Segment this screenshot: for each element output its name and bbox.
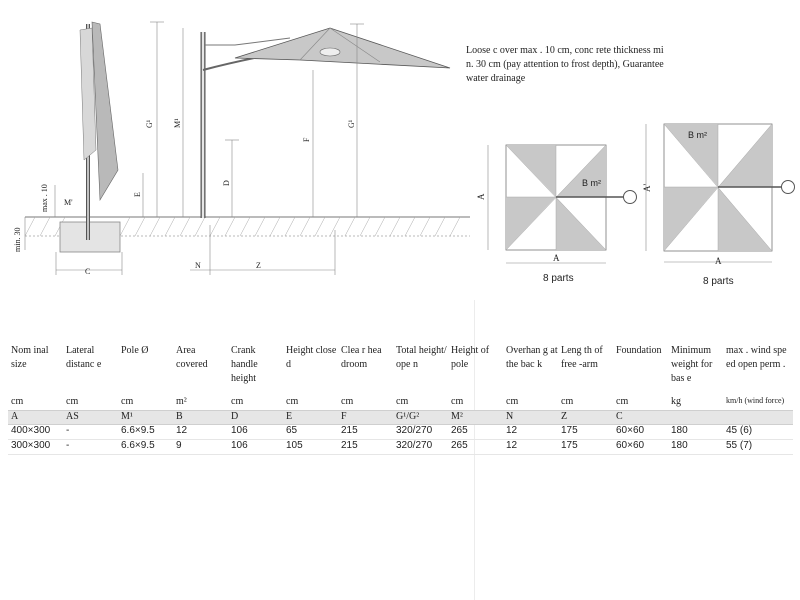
units-row [8, 396, 793, 411]
header-cell: Minimum weight for bas e [671, 345, 713, 384]
header-cell: Height of pole [451, 345, 490, 370]
key-cell: M² [448, 411, 503, 425]
table-row [8, 440, 793, 455]
unit-cell: cm [66, 396, 79, 407]
square1-side-label: A [476, 193, 486, 200]
unit-cell: cm [616, 396, 629, 407]
table-cell: 265 [448, 425, 503, 440]
unit-cell: cm [341, 396, 354, 407]
key-cell: Z [558, 411, 613, 425]
unit-cell: cm [231, 396, 244, 407]
table-cell: 180 [668, 425, 723, 440]
ground [25, 217, 470, 252]
unit-cell: km/h (wind force) [726, 396, 785, 405]
header-cell: Leng th of free -arm [561, 345, 603, 370]
table-cell: 106 [228, 425, 283, 440]
header-cell: Area covered [176, 345, 208, 370]
dim-m-prime-label: M' [64, 198, 73, 207]
key-cell: D [228, 411, 283, 425]
header-cell: Height close d [286, 345, 337, 370]
canopy-plan-square-2 [646, 124, 795, 262]
key-cell [723, 411, 793, 425]
dim-z-label: Z [256, 261, 261, 270]
header-cell: Crank handle height [231, 345, 258, 384]
square2-parts-label: 8 parts [703, 276, 734, 287]
unit-cell: kg [671, 396, 681, 407]
square2-side-label: A' [642, 183, 652, 192]
dim-e-label: E [133, 192, 142, 197]
table-cell: 55 (7) [723, 440, 793, 455]
table-cell: 400×300 [8, 425, 63, 440]
square1-parts-label: 8 parts [543, 273, 574, 284]
key-row [8, 411, 793, 425]
table-cell: 320/270 [393, 440, 448, 455]
header-cell: Clea r hea droom [341, 345, 382, 370]
table-cell: 300×300 [8, 440, 63, 455]
header-cell: Lateral distanc e [66, 345, 102, 370]
key-cell: M¹ [118, 411, 173, 425]
table-cell: 215 [338, 425, 393, 440]
key-cell [668, 411, 723, 425]
table-cell: 180 [668, 440, 723, 455]
header-cell: Foundation [616, 345, 662, 356]
key-cell: B [173, 411, 228, 425]
unit-cell: cm [451, 396, 464, 407]
table-cell: 60×60 [613, 440, 668, 455]
key-cell: G¹/G² [393, 411, 448, 425]
table-cell: 105 [283, 440, 338, 455]
header-row [8, 344, 793, 396]
header-cell: Overhan g at the bac k [506, 345, 558, 370]
table-cell: - [63, 425, 118, 440]
installation-note: Loose c over max . 10 cm, conc rete thickness mi n. 30 cm (pay attention to frost depth), Guarantee water drainage [466, 45, 664, 84]
unit-cell: cm [561, 396, 574, 407]
header-cell: max . wind spe ed open perm . [726, 345, 787, 370]
table-cell: 6.6×9.5 [118, 425, 173, 440]
table-cell: 9 [173, 440, 228, 455]
header-cell: Total height/ ope n [396, 345, 447, 370]
open-umbrella [203, 28, 450, 218]
table-cell: 175 [558, 440, 613, 455]
closed-umbrella [80, 22, 118, 240]
canopy-plan-square-1 [488, 145, 637, 263]
table-cell: 12 [503, 425, 558, 440]
square1-area-label: B m² [582, 178, 601, 188]
header-cell: Nom inal size [11, 345, 49, 370]
table-cell: 320/270 [393, 425, 448, 440]
table-cell: 12 [173, 425, 228, 440]
unit-cell: cm [286, 396, 299, 407]
square1-bottom-label: A [553, 253, 560, 263]
key-cell: C [613, 411, 668, 425]
table-cell: 45 (6) [723, 425, 793, 440]
key-cell: F [338, 411, 393, 425]
header-cell: Pole Ø [121, 345, 149, 356]
table-cell: 215 [338, 440, 393, 455]
table-cell: 175 [558, 425, 613, 440]
square2-area-label: B m² [688, 130, 707, 140]
key-cell: A [8, 411, 63, 425]
key-cell: AS [63, 411, 118, 425]
dim-d-label: D [222, 180, 231, 186]
table-row [8, 425, 793, 440]
table-cell: - [63, 440, 118, 455]
specifications-table [8, 344, 793, 455]
key-cell: N [503, 411, 558, 425]
unit-cell: cm [121, 396, 134, 407]
dim-f-label: F [302, 137, 311, 142]
table-cell: 6.6×9.5 [118, 440, 173, 455]
dim-g1-right-label: G¹ [347, 119, 356, 128]
table-cell: 12 [503, 440, 558, 455]
unit-cell: cm [11, 396, 24, 407]
unit-cell: m² [176, 396, 187, 407]
unit-cell: cm [396, 396, 409, 407]
dim-c-label: C [85, 267, 91, 276]
dim-m-right-label: M¹ [173, 118, 182, 128]
key-cell: E [283, 411, 338, 425]
table-cell: 65 [283, 425, 338, 440]
dim-max10-label: max . 10 [40, 184, 49, 212]
table-cell: 106 [228, 440, 283, 455]
table-cell: 60×60 [613, 425, 668, 440]
dim-min30-label: min. 30 [13, 227, 22, 252]
table-cell: 265 [448, 440, 503, 455]
dim-n-label: N [195, 261, 201, 270]
square2-bottom-label: A [715, 256, 722, 266]
dim-g1-left-label: G¹ [145, 119, 154, 128]
unit-cell: cm [506, 396, 519, 407]
